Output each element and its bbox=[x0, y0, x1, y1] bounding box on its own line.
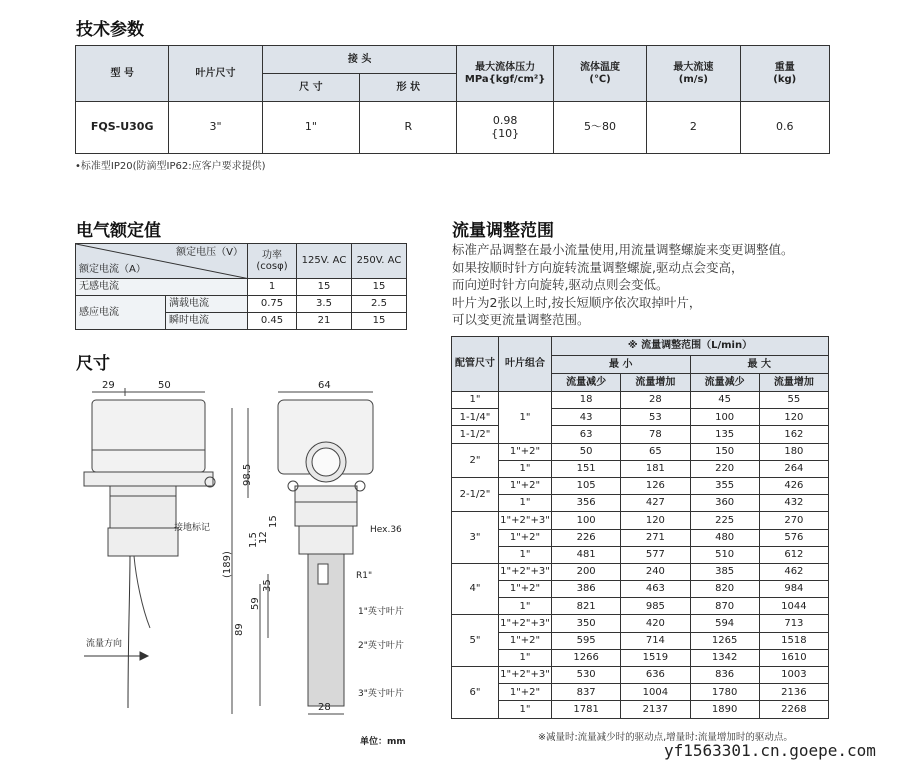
cell-value: 713 bbox=[759, 615, 828, 632]
table-row: 无感电流 1 15 15 bbox=[76, 279, 407, 296]
cell-combo: 1" bbox=[499, 701, 552, 718]
cell-combo: 1"+2"+3" bbox=[499, 615, 552, 632]
th-250v: 250V. AC bbox=[352, 244, 407, 279]
cell-value: 105 bbox=[552, 477, 621, 494]
cell-value: 714 bbox=[621, 632, 690, 649]
th-temp: 流体温度 (℃) bbox=[553, 46, 646, 102]
dim-15: 15 bbox=[268, 515, 279, 528]
section-title-dimensions: 尺寸 bbox=[76, 354, 110, 374]
th-joint: 接 头 bbox=[262, 46, 457, 74]
label-blade-2: 2"英寸叶片 bbox=[358, 641, 404, 651]
cell-value: 180 bbox=[759, 443, 828, 460]
dim-89: 89 bbox=[234, 623, 245, 636]
cell-value: 53 bbox=[621, 409, 690, 426]
table-row: 感应电流 满载电流 0.75 3.5 2.5 bbox=[76, 296, 407, 313]
dim-29: 29 bbox=[102, 380, 115, 391]
cell-combo: 1" bbox=[499, 495, 552, 512]
table-row: 瞬时电流 0.45 21 15 bbox=[76, 313, 407, 330]
table-row bbox=[452, 512, 829, 529]
cell-combo: 1"+2"+3" bbox=[499, 667, 552, 684]
cell-value: 264 bbox=[759, 460, 828, 477]
cell-value: 1781 bbox=[552, 701, 621, 718]
cell-value: 420 bbox=[621, 615, 690, 632]
label-blade-3: 3"英寸叶片 bbox=[358, 689, 404, 699]
section-title-flow: 流量调整范围 bbox=[452, 221, 554, 241]
th-min: 最 小 bbox=[552, 356, 691, 374]
cell-value: 837 bbox=[552, 684, 621, 701]
table-row bbox=[452, 495, 829, 512]
cell-combo: 1"+2"+3" bbox=[499, 512, 552, 529]
cell-pipe: 2" bbox=[452, 443, 499, 477]
table-row bbox=[452, 667, 829, 684]
th-joint-size: 尺 寸 bbox=[262, 74, 359, 102]
cell-pipe: 2-1/2" bbox=[452, 477, 499, 511]
cell-pipe: 5" bbox=[452, 615, 499, 667]
cell-speed: 2 bbox=[647, 102, 740, 154]
cell-value: 270 bbox=[759, 512, 828, 529]
electrical-table bbox=[75, 243, 407, 330]
table-row bbox=[452, 392, 829, 409]
cell-value: 2137 bbox=[621, 701, 690, 718]
cell-value: 836 bbox=[690, 667, 759, 684]
cell-pipe: 1-1/2" bbox=[452, 426, 499, 443]
th-pressure: 最大流体压力 MPa{kgf/cm²} bbox=[457, 46, 553, 102]
cell-value: 1044 bbox=[759, 598, 828, 615]
cell-value: 126 bbox=[621, 477, 690, 494]
cell-combo: 1" bbox=[499, 649, 552, 666]
dim-35: 35 bbox=[262, 579, 273, 592]
cell-value: 463 bbox=[621, 581, 690, 598]
dim-189: (189) bbox=[222, 551, 233, 578]
cell-value: 350 bbox=[552, 615, 621, 632]
cell-combo: 1" bbox=[499, 392, 552, 444]
cell-value: 1003 bbox=[759, 667, 828, 684]
cell-value: 820 bbox=[690, 581, 759, 598]
cell-value: 1342 bbox=[690, 649, 759, 666]
cell-value: 63 bbox=[552, 426, 621, 443]
cell-value: 577 bbox=[621, 546, 690, 563]
cell-value: 1265 bbox=[690, 632, 759, 649]
th-h_dec: 流量减少 bbox=[690, 374, 759, 392]
cell-value: 612 bbox=[759, 546, 828, 563]
th-current: 额定电流（A） bbox=[79, 263, 146, 275]
cell-value: 385 bbox=[690, 563, 759, 580]
watermark: yf1563301.cn.goepe.com bbox=[664, 741, 876, 760]
cell-value: 50 bbox=[552, 443, 621, 460]
cell-value: 43 bbox=[552, 409, 621, 426]
cell-value: 462 bbox=[759, 563, 828, 580]
cell-value: 1518 bbox=[759, 632, 828, 649]
cell-value: 226 bbox=[552, 529, 621, 546]
section-title-tech: 技术参数 bbox=[76, 20, 144, 40]
table-row bbox=[452, 529, 829, 546]
cell-value: 595 bbox=[552, 632, 621, 649]
cell-pipe: 1-1/4" bbox=[452, 409, 499, 426]
dim-50: 50 bbox=[158, 380, 171, 391]
cell-value: 1004 bbox=[621, 684, 690, 701]
th-blade: 叶片尺寸 bbox=[169, 46, 262, 102]
cell-value: 510 bbox=[690, 546, 759, 563]
cell-value: 2268 bbox=[759, 701, 828, 718]
cell-value: 985 bbox=[621, 598, 690, 615]
cell-value: 181 bbox=[621, 460, 690, 477]
cell-blade: 3" bbox=[169, 102, 262, 154]
cell-value: 386 bbox=[552, 581, 621, 598]
cell-value: 1519 bbox=[621, 649, 690, 666]
cell-combo: 1"+2" bbox=[499, 684, 552, 701]
cell-value: 636 bbox=[621, 667, 690, 684]
cell-weight: 0.6 bbox=[740, 102, 829, 154]
cell-value: 120 bbox=[621, 512, 690, 529]
cell-value: 135 bbox=[690, 426, 759, 443]
cell-value: 480 bbox=[690, 529, 759, 546]
cell-value: 220 bbox=[690, 460, 759, 477]
th-voltage: 额定电压（V） bbox=[176, 247, 243, 258]
flow-description: 标准产品调整在最小流量使用,用流量调整螺旋来变更调整值。 如果按顺时针方向旋转流量调整螺旋,驱动点会变高， 而向逆时针方向旋转,驱动点则会变低。 叶片为2张以上时,按长短顺序依次取掉叶片， 可以变更流量调整范围。 bbox=[452, 242, 794, 327]
cell-joint-size: 1" bbox=[262, 102, 359, 154]
label-flow-direction: 流量方向 bbox=[86, 639, 123, 649]
table-row bbox=[452, 615, 829, 632]
cell-value: 1610 bbox=[759, 649, 828, 666]
table-row bbox=[452, 546, 829, 563]
cell-value: 28 bbox=[621, 392, 690, 409]
cell-combo: 1"+2" bbox=[499, 632, 552, 649]
table-row bbox=[452, 443, 829, 460]
flow-footnote: ※减量时:流量减少时的驱动点,增量时:流量增加时的驱动点。 bbox=[538, 732, 793, 743]
cell-pipe: 1" bbox=[452, 392, 499, 409]
label-hex: Hex.36 bbox=[370, 525, 402, 535]
dim-64: 64 bbox=[318, 380, 331, 391]
th-range: ※ 流量调整范围（L/min） bbox=[552, 337, 829, 356]
tech-spec-table bbox=[75, 45, 830, 154]
cell-pressure: 0.98 {10} bbox=[457, 102, 553, 154]
cell-value: 1780 bbox=[690, 684, 759, 701]
th-combo: 叶片组合 bbox=[499, 337, 552, 392]
cell-value: 355 bbox=[690, 477, 759, 494]
cell-combo: 1"+2"+3" bbox=[499, 563, 552, 580]
cell-combo: 1"+2" bbox=[499, 443, 552, 460]
cell-value: 151 bbox=[552, 460, 621, 477]
base-left bbox=[84, 472, 213, 486]
cell-combo: 1"+2" bbox=[499, 477, 552, 494]
cell-combo: 1"+2" bbox=[499, 581, 552, 598]
housing-left bbox=[92, 400, 205, 472]
cell-value: 1266 bbox=[552, 649, 621, 666]
cell-value: 225 bbox=[690, 512, 759, 529]
table-row bbox=[452, 477, 829, 494]
cell-value: 576 bbox=[759, 529, 828, 546]
cell-value: 200 bbox=[552, 563, 621, 580]
cell-value: 1890 bbox=[690, 701, 759, 718]
table-row bbox=[452, 460, 829, 477]
tech-note: •标准型IP20(防滴型IP62:应客户要求提供) bbox=[75, 161, 266, 172]
table-row bbox=[452, 598, 829, 615]
cell-value: 240 bbox=[621, 563, 690, 580]
cell-value: 426 bbox=[759, 477, 828, 494]
cell-value: 432 bbox=[759, 495, 828, 512]
cell-value: 530 bbox=[552, 667, 621, 684]
th-pipe: 配管尺寸 bbox=[452, 337, 499, 392]
cell-value: 55 bbox=[759, 392, 828, 409]
th-weight: 重量 (kg) bbox=[740, 46, 829, 102]
cell-value: 427 bbox=[621, 495, 690, 512]
dim-12: 12 bbox=[258, 531, 269, 544]
dim-59: 59 bbox=[250, 597, 261, 610]
dim-1-5: 1.5 bbox=[248, 532, 259, 548]
label-unit: 单位：mm bbox=[360, 737, 406, 747]
th-max: 最 大 bbox=[690, 356, 829, 374]
cell-combo: 1" bbox=[499, 546, 552, 563]
dimension-drawing bbox=[70, 378, 440, 750]
cell-value: 870 bbox=[690, 598, 759, 615]
table-row bbox=[452, 563, 829, 580]
th-h_dec: 流量减少 bbox=[552, 374, 621, 392]
dim-28: 28 bbox=[318, 702, 331, 713]
flow-range-table bbox=[451, 336, 829, 719]
dim-98-5: 98.5 bbox=[242, 463, 253, 486]
cell-value: 360 bbox=[690, 495, 759, 512]
cell-model: FQS-U30G bbox=[76, 102, 169, 154]
cell-value: 356 bbox=[552, 495, 621, 512]
cell-joint-shape: R bbox=[360, 102, 457, 154]
cell-value: 100 bbox=[690, 409, 759, 426]
cell-value: 162 bbox=[759, 426, 828, 443]
cell-value: 271 bbox=[621, 529, 690, 546]
cell-value: 984 bbox=[759, 581, 828, 598]
th-h_inc: 流量增加 bbox=[621, 374, 690, 392]
table-row bbox=[452, 684, 829, 701]
cell-value: 821 bbox=[552, 598, 621, 615]
cell-value: 594 bbox=[690, 615, 759, 632]
cell-value: 100 bbox=[552, 512, 621, 529]
cell-pipe: 6" bbox=[452, 667, 499, 719]
th-model: 型 号 bbox=[76, 46, 169, 102]
table-row bbox=[452, 632, 829, 649]
cell-value: 120 bbox=[759, 409, 828, 426]
th-joint-shape: 形 状 bbox=[360, 74, 457, 102]
label-blade-1: 1"英寸叶片 bbox=[358, 607, 404, 617]
label-ground-mark: 接地标记 bbox=[174, 523, 211, 533]
cell-pipe: 3" bbox=[452, 512, 499, 564]
table-row bbox=[452, 581, 829, 598]
flow-arrow-icon bbox=[140, 652, 148, 660]
cell-value: 481 bbox=[552, 546, 621, 563]
cell-value: 78 bbox=[621, 426, 690, 443]
table-row bbox=[452, 649, 829, 666]
cell-combo: 1"+2" bbox=[499, 529, 552, 546]
th-speed: 最大流速 (m/s) bbox=[647, 46, 740, 102]
table-row bbox=[452, 701, 829, 718]
cell-value: 65 bbox=[621, 443, 690, 460]
cell-temp: 5～80 bbox=[553, 102, 646, 154]
cell-combo: 1" bbox=[499, 598, 552, 615]
cell-combo: 1" bbox=[499, 460, 552, 477]
cell-value: 150 bbox=[690, 443, 759, 460]
cell-value: 18 bbox=[552, 392, 621, 409]
th-diagonal bbox=[76, 244, 248, 279]
th-125v: 125V. AC bbox=[297, 244, 352, 279]
th-pf: 功率 (cosφ) bbox=[248, 244, 297, 279]
cell-pipe: 4" bbox=[452, 563, 499, 615]
table-row bbox=[76, 102, 830, 154]
th-h_inc: 流量增加 bbox=[759, 374, 828, 392]
cell-value: 2136 bbox=[759, 684, 828, 701]
label-thread: R1" bbox=[356, 571, 373, 581]
section-title-electrical: 电气额定值 bbox=[76, 221, 161, 241]
cell-value: 45 bbox=[690, 392, 759, 409]
